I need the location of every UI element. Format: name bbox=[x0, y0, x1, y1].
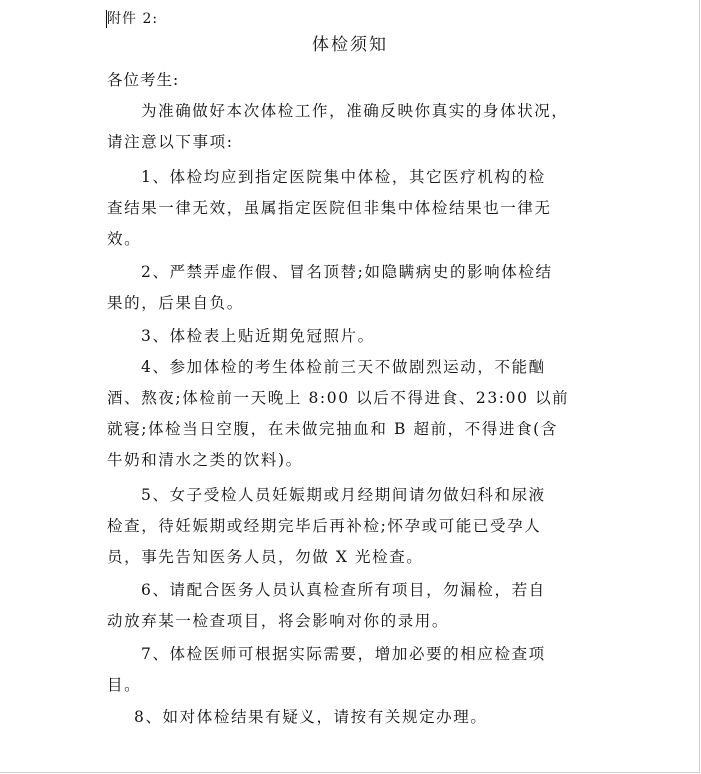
intro-line: 请注意以下事项: bbox=[107, 133, 234, 151]
item-6-line: 6、请配合医务人员认真检查所有项目，勿漏检，若自 bbox=[141, 581, 546, 599]
item-4-line: 4、参加体检的考生体检前三天不做剧烈运动，不能酗 bbox=[141, 358, 546, 376]
item-5-line: 检查，待妊娠期或经期完毕后再补检;怀孕或可能已受孕人 bbox=[107, 517, 542, 535]
item-3-line: 3、体检表上贴近期免冠照片。 bbox=[141, 327, 375, 345]
item-7-line: 7、体检医师可根据实际需要，增加必要的相应检查项 bbox=[141, 645, 546, 663]
item-8-line: 8、如对体检结果有疑义，请按有关规定办理。 bbox=[134, 708, 488, 726]
salutation: 各位考生: bbox=[107, 71, 180, 89]
item-2-line: 果的，后果自负。 bbox=[107, 294, 244, 312]
item-2-line: 2、严禁弄虚作假、冒名顶替;如隐瞒病史的影响体检结 bbox=[141, 263, 553, 281]
item-4-line: 酒、熬夜;体检前一天晚上 8:00 以后不得进食、23:00 以前 bbox=[107, 389, 570, 407]
item-4-line: 牛奶和清水之类的饮料)。 bbox=[107, 451, 303, 469]
item-1-line: 效。 bbox=[107, 230, 142, 248]
document-title: 体检须知 bbox=[312, 35, 388, 55]
item-1-line: 查结果一律无效，虽属指定医院但非集中体检结果也一律无 bbox=[107, 199, 552, 217]
item-1-line: 1、体检均应到指定医院集中体检，其它医疗机构的检 bbox=[141, 168, 546, 186]
item-4-line: 就寝;体检当日空腹，在未做完抽血和 B 超前，不得进食(含 bbox=[107, 420, 558, 438]
item-5-line: 5、女子受检人员妊娠期或月经期间请勿做妇科和尿液 bbox=[141, 486, 546, 504]
item-5-line: 员，事先告知医务人员，勿做 X 光检查。 bbox=[107, 548, 424, 566]
item-7-line: 目。 bbox=[107, 676, 142, 694]
item-6-line: 动放弃某一检查项目，将会影响对你的录用。 bbox=[107, 612, 450, 630]
intro-line: 为准确做好本次体检工作，准确反映你真实的身体状况， bbox=[141, 102, 569, 120]
attachment-label: 附件 2: bbox=[107, 11, 159, 27]
